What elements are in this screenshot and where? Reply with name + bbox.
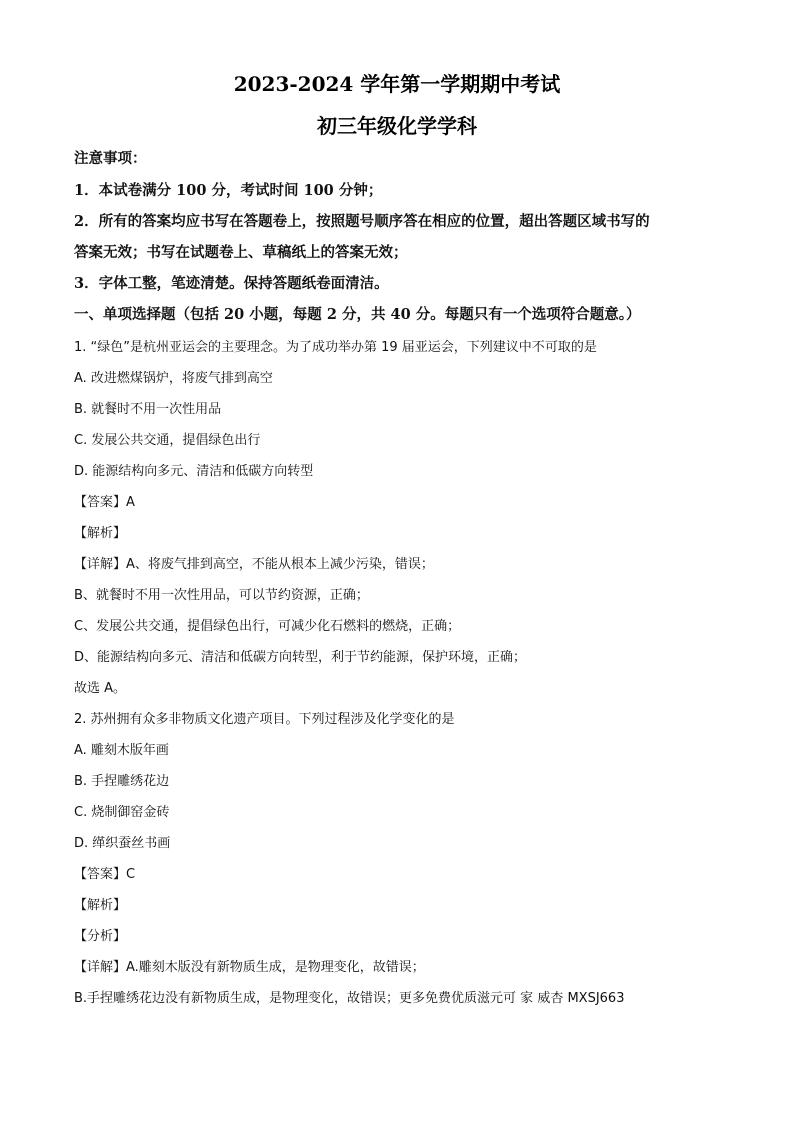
q2-option-d: D. 缂织蚕丝书画 (74, 836, 171, 851)
q1-detail-c: C、发展公共交通，提倡绿色出行，可减少化石燃料的燃烧，正确； (74, 619, 461, 634)
q1-detail: 【详解】A、将废气排到高空，不能从根本上减少污染，错误； (74, 557, 434, 572)
q2-option-a: A. 雕刻木版年画 (74, 743, 169, 758)
notice-item-3: 3．字体工整，笔迹清楚。保持答题纸卷面清洁。 (74, 275, 389, 292)
section-heading: 一、单项选择题（包括 20 小题，每题 2 分，共 40 分。每题只有一个选项符合题意。） (74, 306, 641, 323)
q2-analysis-label: 【解析】 (74, 898, 127, 913)
q2-option-c: C. 烧制御窑金砖 (74, 805, 170, 820)
q2-stem: 2. 苏州拥有众多非物质文化遗产项目。下列过程涉及化学变化的是 (74, 712, 455, 727)
q2-fenxi-label: 【分析】 (74, 929, 127, 944)
notice-item-2-line-2: 答案无效；书写在试题卷上、草稿纸上的答案无效； (74, 244, 408, 261)
q1-answer: 【答案】A (74, 495, 135, 510)
q1-option-b: B. 就餐时不用一次性用品 (74, 402, 222, 417)
q2-detail: 【详解】A.雕刻木版没有新物质生成，是物理变化，故错误； (74, 960, 425, 975)
q1-option-c: C. 发展公共交通，提倡绿色出行 (74, 433, 261, 448)
notice-item-1: 1．本试卷满分 100 分，考试时间 100 分钟； (74, 182, 383, 199)
q1-stem: 1. “绿色”是杭州亚运会的主要理念。为了成功举办第 19 届亚运会，下列建议中不可取的是 (74, 340, 597, 355)
q2-detail-b: B.手捏雕绣花边没有新物质生成，是物理变化，故错误；更多免费优质滋元可 家 威杏 MXSJ663 (74, 991, 625, 1006)
exam-title: 2023-2024 学年第一学期期中考试 (233, 72, 561, 96)
q1-option-a: A. 改进燃煤锅炉，将废气排到高空 (74, 371, 273, 386)
notice-heading: 注意事项： (74, 150, 147, 167)
exam-subtitle: 初三年级化学学科 (317, 114, 477, 138)
q1-detail-b: B、就餐时不用一次性用品，可以节约资源，正确； (74, 588, 369, 603)
q1-conclusion: 故选 A。 (74, 681, 127, 696)
q1-option-d: D. 能源结构向多元、清洁和低碳方向转型 (74, 464, 314, 479)
q2-option-b: B. 手捏雕绣花边 (74, 774, 170, 789)
q1-analysis-label: 【解析】 (74, 526, 127, 541)
q2-answer: 【答案】C (74, 867, 136, 882)
q1-detail-d: D、能源结构向多元、清洁和低碳方向转型，利于节约能源，保护环境，正确； (74, 650, 527, 665)
notice-item-2-line-1: 2．所有的答案均应书写在答题卷上，按照题号顺序答在相应的位置，超出答题区域书写的 (74, 213, 650, 230)
